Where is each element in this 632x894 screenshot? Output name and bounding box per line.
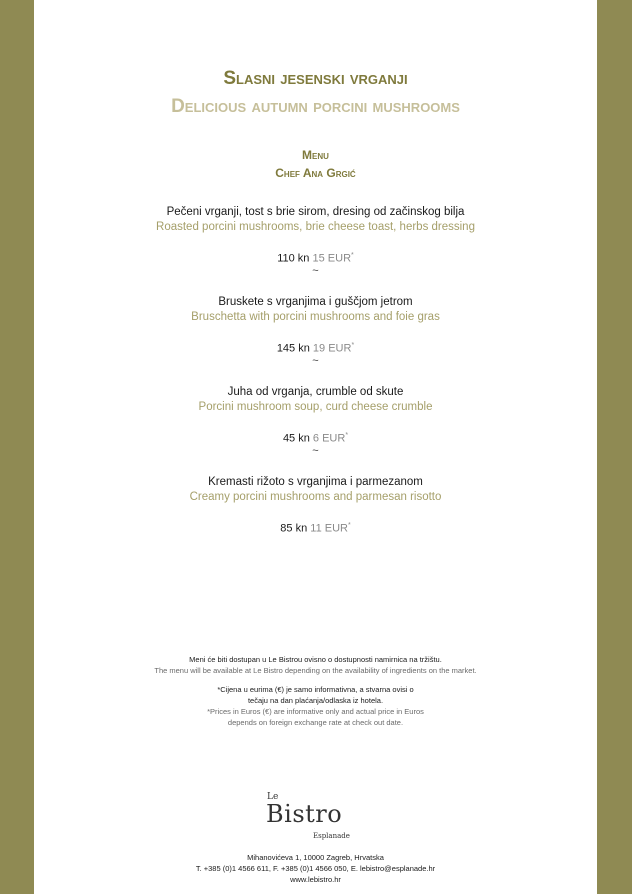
availability-note-hr: Meni će biti dostupan u Le Bistrou ovisno o dostupnosti namirnica na tržištu. <box>189 655 442 664</box>
logo-esplanade: Esplanade <box>313 832 350 840</box>
dish-name-hr: Kremasti rižoto s vrganjima i parmezanom <box>208 476 423 488</box>
dish-price <box>34 249 597 266</box>
price-note-en-line2: depends on foreign exchange rate at check out date. <box>227 718 404 727</box>
menu-title: Slasni jesenski vrganji <box>223 68 408 89</box>
price-eur: 11 EUR <box>310 522 348 535</box>
availability-note-en: The menu will be available at Le Bistro depending on the availability of ingredients on the market. <box>154 666 477 675</box>
price-asterisk: * <box>345 432 349 439</box>
dish-item <box>34 475 597 536</box>
dish-separator: ~ <box>312 264 319 277</box>
dish-separator: ~ <box>312 444 319 457</box>
price-note-en-line1: *Prices in Euros (€) are informative only and actual price in Euros <box>207 707 424 716</box>
dish-name-en: Bruschetta with porcini mushrooms and foie gras <box>191 311 440 323</box>
price-kn: 45 kn <box>282 432 310 445</box>
dish-price <box>34 519 597 536</box>
price-note-hr-line1: *Cijena u eurima (€) je samo informativna, a stvarna ovisi o <box>217 685 414 694</box>
logo-bistro: Bistro <box>266 800 343 828</box>
price-asterisk: * <box>351 252 354 259</box>
dish-name-hr: Pečeni vrganji, tost s brie sirom, dresing od začinskog bilja <box>166 206 465 218</box>
price-asterisk: * <box>347 522 351 529</box>
dish-separator: ~ <box>312 354 319 367</box>
price-note-hr-line2: tečaju na dan plaćanja/odlaska iz hotela. <box>247 696 384 705</box>
menu-heading: Menu <box>302 148 329 162</box>
menu-subtitle: Delicious autumn porcini mushrooms <box>171 96 460 117</box>
dish-name-en: Porcini mushroom soup, curd cheese crumble <box>198 401 433 413</box>
dish-price <box>34 339 597 356</box>
chef-name: Chef Ana Grgić <box>275 166 356 180</box>
dish-item <box>34 295 597 366</box>
contact-address: Mihanovićeva 1, 10000 Zagreb, Hrvatska <box>247 853 384 862</box>
price-kn: 110 kn <box>277 252 310 265</box>
price-eur: 19 EUR <box>312 342 352 355</box>
dish-name-en: Creamy porcini mushrooms and parmesan risotto <box>189 491 442 503</box>
dish-price <box>34 429 597 446</box>
logo-le: Le <box>267 792 279 802</box>
dish-name-hr: Bruskete s vrganjima i guščjom jetrom <box>218 296 413 308</box>
menu-page <box>34 0 597 894</box>
price-kn: 145 kn <box>276 342 310 355</box>
dish-item <box>34 385 597 456</box>
menu-notes <box>34 654 597 728</box>
price-kn: 85 kn <box>280 522 308 535</box>
contact-info <box>34 852 597 885</box>
dish-item <box>34 205 597 276</box>
price-eur: 6 EUR <box>312 432 346 445</box>
dish-name-en: Roasted porcini mushrooms, brie cheese toast, herbs dressing <box>156 221 475 233</box>
price-eur: 15 EUR <box>312 252 352 265</box>
contact-phones[interactable]: T. +385 (0)1 4566 611, F. +385 (0)1 4566 050, E. lebistro@esplanade.hr <box>195 864 436 873</box>
contact-website[interactable]: www.lebistro.hr <box>290 875 341 884</box>
dish-name-hr: Juha od vrganja, crumble od skute <box>227 386 404 398</box>
price-asterisk: * <box>351 342 355 349</box>
